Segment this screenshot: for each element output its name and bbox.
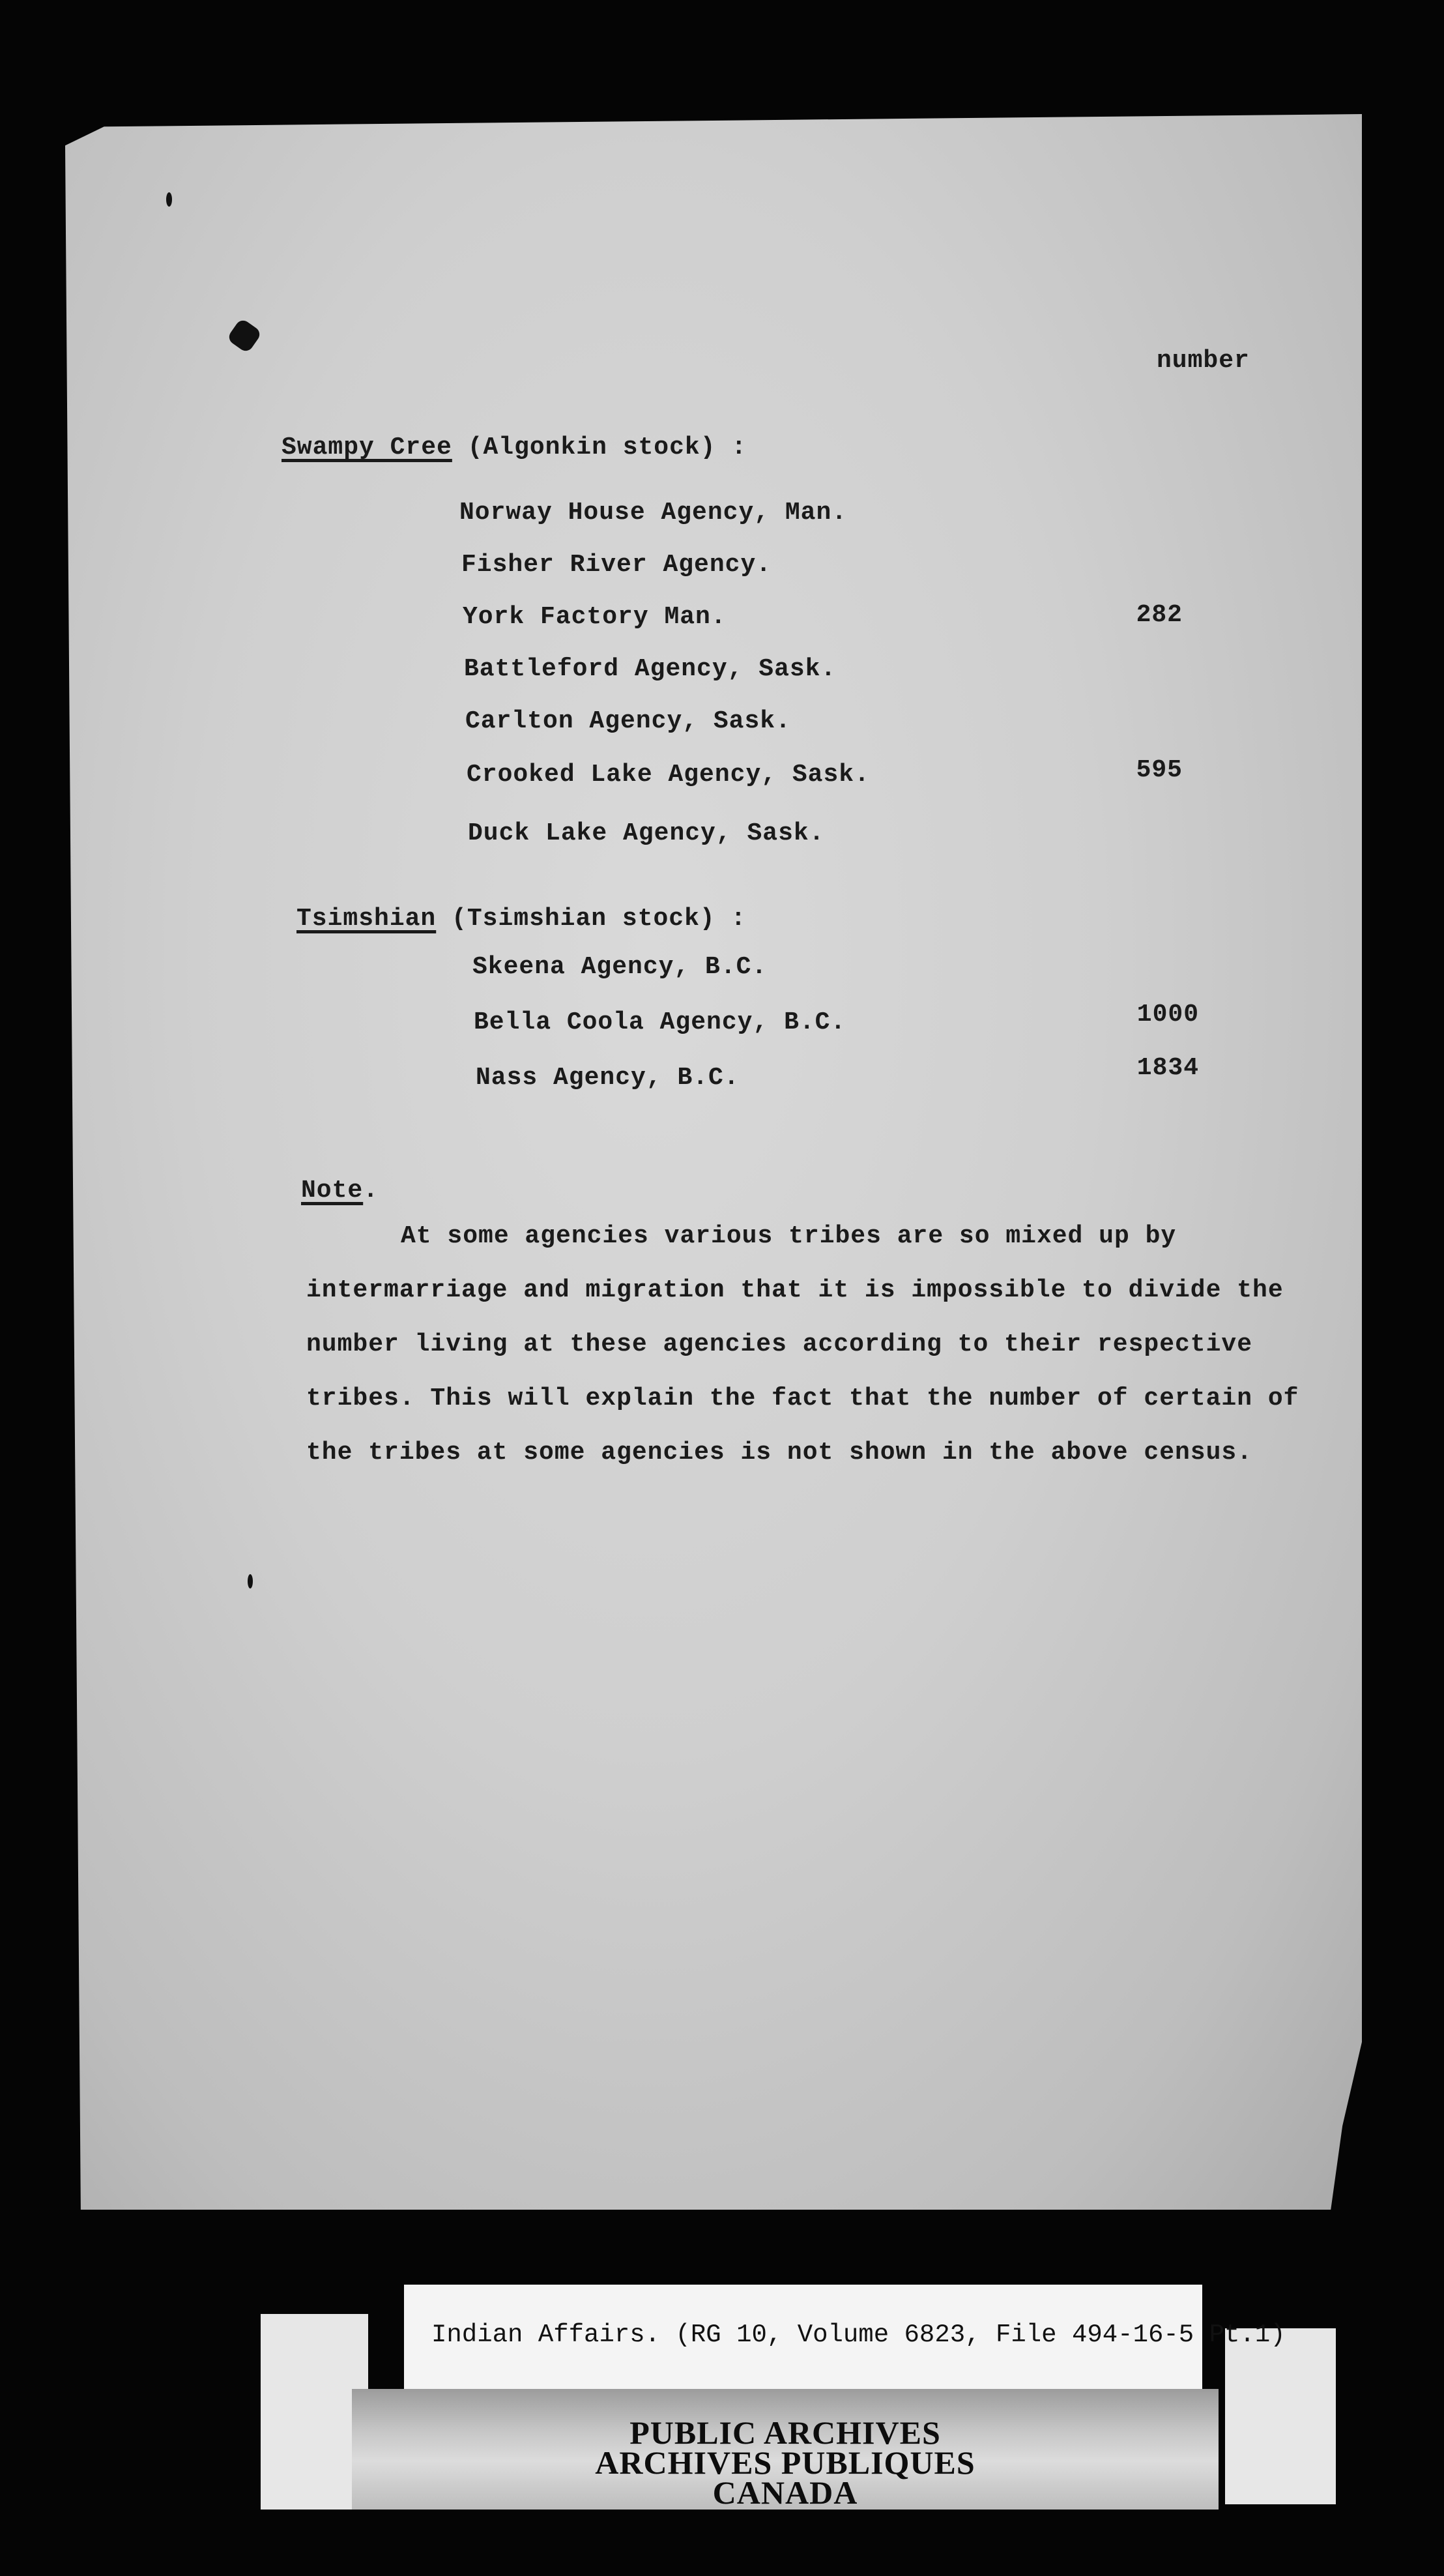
- note-paragraph: At some agencies various tribes are so mixed up by intermarriage and migration that it is impossible to divide the number living at these agencies according to their respective tribes. This will explain the fact that the number of certain of the tribes at some agencies is not shown in the above census.: [306, 1222, 1299, 1467]
- stamp-line-1: PUBLIC ARCHIVES: [629, 2414, 941, 2451]
- ink-speck: [166, 192, 172, 207]
- agency-entry: Skeena Agency, B.C.: [472, 953, 768, 981]
- agency-entry: Duck Lake Agency, Sask.: [468, 819, 825, 847]
- agency-entry: Crooked Lake Agency, Sask.: [467, 761, 870, 789]
- stamp-line-3: CANADA: [712, 2474, 858, 2511]
- section-heading-swampy-cree: [282, 433, 747, 461]
- agency-entry: Fisher River Agency.: [461, 551, 772, 579]
- agency-entry: Bella Coola Agency, B.C.: [474, 1008, 846, 1036]
- agency-number: 1834: [1136, 1054, 1199, 1082]
- section-stock: (Algonkin stock) :: [467, 433, 747, 461]
- document-page: [65, 114, 1362, 2210]
- ink-speck: [226, 317, 263, 354]
- agency-number: 1000: [1136, 1001, 1199, 1029]
- agency-entry: Norway House Agency, Man.: [459, 499, 848, 527]
- agency-entry: Battleford Agency, Sask.: [464, 655, 837, 683]
- agency-number: 282: [1136, 601, 1183, 629]
- section-heading-label: Swampy Cree: [282, 433, 452, 461]
- archive-reference-label: [404, 2285, 1286, 2394]
- agency-number: 595: [1136, 756, 1183, 784]
- label-right-block: [1225, 2328, 1336, 2504]
- note-heading-label: Note: [301, 1177, 364, 1205]
- stamp-line-2: ARCHIVES PUBLIQUES: [595, 2444, 975, 2481]
- section-heading-label: Tsimshian: [296, 905, 437, 933]
- column-header: number: [1157, 347, 1250, 375]
- archive-stamp: [352, 2389, 1219, 2510]
- ink-speck: [248, 1574, 253, 1588]
- agency-entry: York Factory Man.: [463, 603, 727, 631]
- section-stock: (Tsimshian stock) :: [452, 905, 747, 933]
- agency-entry: Nass Agency, B.C.: [476, 1064, 740, 1092]
- agency-entry: Carlton Agency, Sask.: [465, 707, 791, 735]
- note-heading: [301, 1177, 379, 1205]
- section-heading-tsimshian: [296, 905, 746, 933]
- archive-reference-text: Indian Affairs. (RG 10, Volume 6823, File 494-16-5 Pt.1): [431, 2320, 1286, 2349]
- note-heading-punct: .: [363, 1177, 379, 1205]
